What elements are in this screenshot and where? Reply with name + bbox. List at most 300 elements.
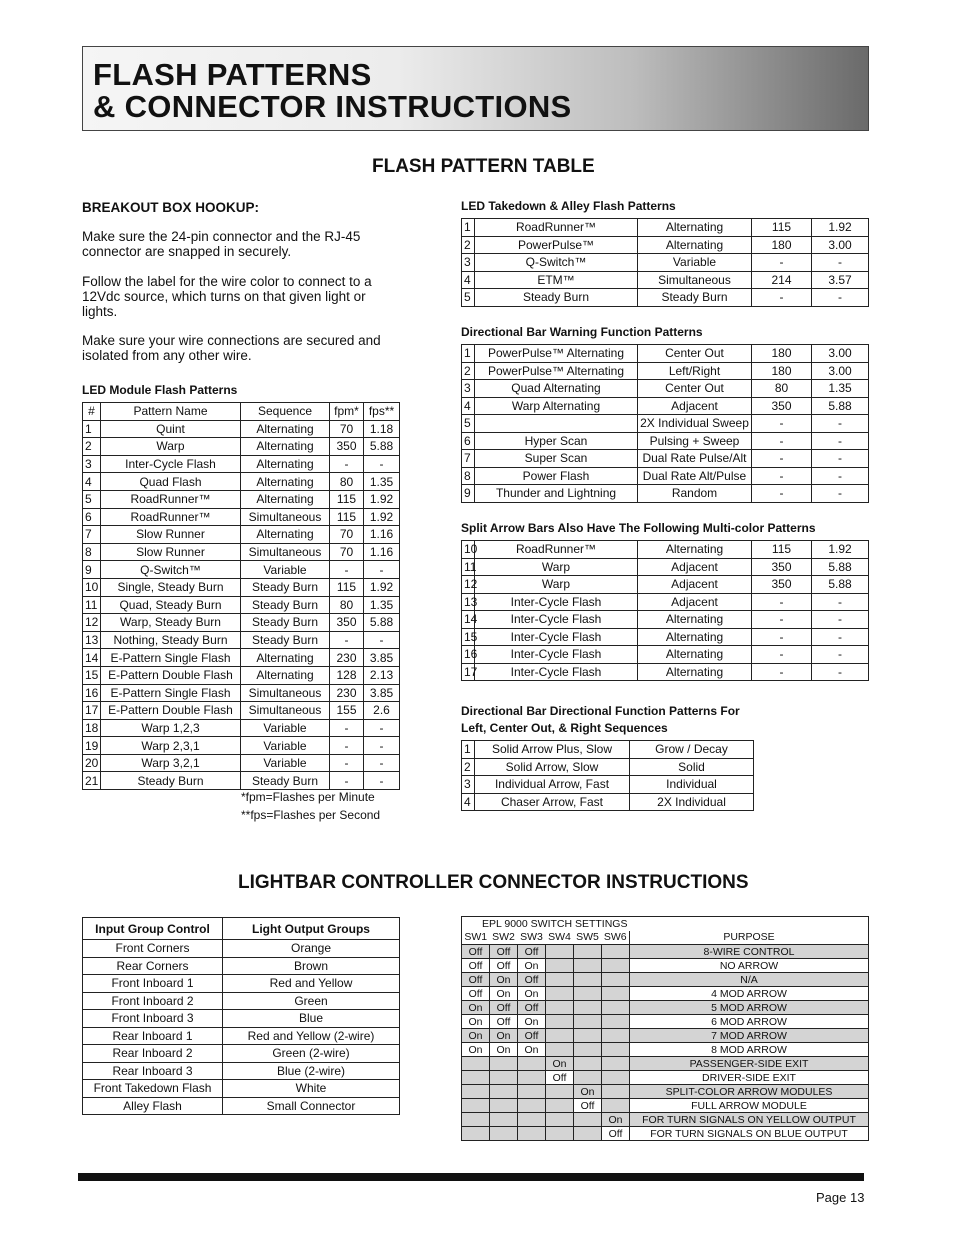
pattern-number: 2 <box>462 236 475 254</box>
switch-row <box>462 1113 869 1127</box>
pattern-fpm: 115 <box>330 490 364 508</box>
switch-value <box>574 959 602 973</box>
breakout-heading: BREAKOUT BOX HOOKUP: <box>82 200 260 215</box>
input-group: Rear Inboard 2 <box>83 1045 223 1063</box>
table-row <box>462 236 869 254</box>
table-row <box>83 578 400 596</box>
pattern-sequence: Center Out <box>638 380 752 398</box>
switch-value <box>546 1001 574 1015</box>
pattern-sequence: Alternating <box>638 611 752 629</box>
switch-value <box>546 987 574 1001</box>
pattern-fpm: - <box>752 467 812 485</box>
pattern-number: 7 <box>462 450 475 468</box>
pattern-fpm: 180 <box>752 236 812 254</box>
pattern-fpm: - <box>330 631 364 649</box>
pattern-fps: - <box>364 737 400 755</box>
switch-row <box>462 1043 869 1057</box>
pattern-fps: - <box>364 561 400 579</box>
table-row <box>462 415 869 433</box>
pattern-fpm: 350 <box>752 558 812 576</box>
takedown-table <box>461 218 869 307</box>
pattern-fpm: 115 <box>752 219 812 237</box>
switch-value <box>546 1113 574 1127</box>
table-row <box>83 702 400 720</box>
pattern-sequence: Alternating <box>241 473 330 491</box>
pattern-fps: 3.00 <box>812 345 869 363</box>
switch-header-2: SW3 <box>518 931 546 945</box>
pattern-name: Power Flash <box>475 467 638 485</box>
pattern-number: 19 <box>83 737 101 755</box>
pattern-fps: 1.18 <box>364 420 400 438</box>
directional-function-title-2: Left, Center Out, & Right Sequences <box>461 721 668 735</box>
output-group: Red and Yellow (2-wire) <box>223 1027 400 1045</box>
split-arrow-table-title: Split Arrow Bars Also Have The Following Multi-color Patterns <box>461 521 816 535</box>
switch-value <box>546 1043 574 1057</box>
pattern-sequence: Alternating <box>241 526 330 544</box>
table-row <box>83 957 400 975</box>
pattern-fpm: - <box>330 561 364 579</box>
pattern-number: 9 <box>83 561 101 579</box>
pattern-number: 9 <box>462 485 475 503</box>
table-row <box>462 663 869 681</box>
switch-row <box>462 1029 869 1043</box>
pattern-fpm: - <box>330 754 364 772</box>
switch-purpose: NO ARROW <box>630 959 869 973</box>
pattern-fpm: 180 <box>752 345 812 363</box>
pattern-name: Warp <box>475 576 638 594</box>
pattern-name: Inter-Cycle Flash <box>475 611 638 629</box>
pattern-sequence: Adjacent <box>638 397 752 415</box>
table-row <box>462 593 869 611</box>
switch-value <box>574 1127 602 1141</box>
pattern-fpm: 115 <box>752 541 812 559</box>
pattern-name: Q-Switch™ <box>475 254 638 272</box>
switch-row <box>462 973 869 987</box>
pattern-sequence: Alternating <box>241 438 330 456</box>
pattern-fpm: - <box>330 719 364 737</box>
pattern-fpm: - <box>752 289 812 307</box>
pattern-sequence: Dual Rate Alt/Pulse <box>638 467 752 485</box>
pattern-fps: 1.16 <box>364 526 400 544</box>
pattern-name: Warp <box>101 438 241 456</box>
table-row <box>83 975 400 993</box>
pattern-number: 5 <box>83 490 101 508</box>
pattern-fps: 5.88 <box>812 576 869 594</box>
pattern-sequence: Simultaneous <box>241 702 330 720</box>
pattern-number: 20 <box>83 754 101 772</box>
input-group: Front Corners <box>83 940 223 958</box>
pattern-fpm: 350 <box>752 576 812 594</box>
takedown-table-title: LED Takedown & Alley Flash Patterns <box>461 199 676 213</box>
switch-purpose: DRIVER-SIDE EXIT <box>630 1071 869 1085</box>
pattern-fps: - <box>812 628 869 646</box>
pattern-mode: Individual <box>630 776 754 794</box>
table-row <box>462 362 869 380</box>
switch-value <box>602 1057 630 1071</box>
table-row <box>462 271 869 289</box>
switch-value <box>490 1127 518 1141</box>
switch-value <box>602 1071 630 1085</box>
switch-value: Off <box>518 973 546 987</box>
switch-value: Off <box>602 1127 630 1141</box>
pattern-name: Hyper Scan <box>475 432 638 450</box>
pattern-name: RoadRunner™ <box>475 219 638 237</box>
switch-value <box>574 1015 602 1029</box>
table-row <box>462 432 869 450</box>
pattern-number: 12 <box>83 614 101 632</box>
pattern-fpm: 128 <box>330 666 364 684</box>
pattern-fpm: 180 <box>752 362 812 380</box>
pattern-fpm: - <box>752 628 812 646</box>
pattern-name: Thunder and Lightning <box>475 485 638 503</box>
table-row <box>83 1027 400 1045</box>
switch-value <box>490 1057 518 1071</box>
output-group: Green <box>223 992 400 1010</box>
switch-value <box>546 973 574 987</box>
switch-value <box>462 1085 490 1099</box>
pattern-sequence: Alternating <box>241 455 330 473</box>
switch-value: On <box>518 1043 546 1057</box>
switch-value <box>602 1099 630 1113</box>
pattern-sequence: Adjacent <box>638 558 752 576</box>
pattern-mode: 2X Individual <box>630 793 754 811</box>
pattern-name: Warp Alternating <box>475 397 638 415</box>
switch-value <box>602 1001 630 1015</box>
pattern-number: 14 <box>83 649 101 667</box>
led-module-table-title: LED Module Flash Patterns <box>82 383 238 397</box>
table-row <box>83 614 400 632</box>
pattern-name: Nothing, Steady Burn <box>101 631 241 649</box>
pattern-fps: 1.35 <box>364 473 400 491</box>
pattern-number: 10 <box>462 541 475 559</box>
pattern-fpm: - <box>752 646 812 664</box>
pattern-fpm: - <box>752 254 812 272</box>
table-row <box>462 345 869 363</box>
pattern-name <box>475 415 638 433</box>
pattern-name: Chaser Arrow, Fast <box>475 793 630 811</box>
switch-value <box>518 1071 546 1085</box>
switch-value <box>574 1071 602 1085</box>
pattern-fps: - <box>812 254 869 272</box>
controller-section-title: LIGHTBAR CONTROLLER CONNECTOR INSTRUCTIONS <box>238 872 749 893</box>
switch-value <box>518 1085 546 1099</box>
pattern-fpm: 350 <box>752 397 812 415</box>
fpm-footnote: *fpm=Flashes per Minute <box>241 790 375 804</box>
pattern-name: Steady Burn <box>475 289 638 307</box>
switch-value: Off <box>462 973 490 987</box>
pattern-number: 5 <box>462 415 475 433</box>
switch-row <box>462 1015 869 1029</box>
pattern-sequence: Simultaneous <box>241 508 330 526</box>
pattern-name: Super Scan <box>475 450 638 468</box>
pattern-fpm: - <box>752 663 812 681</box>
pattern-fpm: 80 <box>330 596 364 614</box>
pattern-sequence: Alternating <box>241 649 330 667</box>
switch-row <box>462 987 869 1001</box>
pattern-number: 3 <box>462 380 475 398</box>
pattern-sequence: Random <box>638 485 752 503</box>
pattern-number: 21 <box>83 772 101 790</box>
switch-purpose: N/A <box>630 973 869 987</box>
switch-value <box>602 945 630 959</box>
switch-row <box>462 1085 869 1099</box>
pattern-name: PowerPulse™ Alternating <box>475 362 638 380</box>
pattern-fpm: 70 <box>330 420 364 438</box>
table-row <box>83 543 400 561</box>
pattern-sequence: Variable <box>241 561 330 579</box>
switch-header-6: PURPOSE <box>630 931 869 945</box>
switch-value: On <box>462 1043 490 1057</box>
pattern-fps: 3.57 <box>812 271 869 289</box>
pattern-number: 13 <box>462 593 475 611</box>
table-row <box>83 508 400 526</box>
led-module-header-1: Pattern Name <box>101 403 241 421</box>
table-row <box>462 289 869 307</box>
pattern-name: Warp 3,2,1 <box>101 754 241 772</box>
directional-function-table <box>461 740 754 811</box>
pattern-number: 11 <box>83 596 101 614</box>
switch-value <box>602 973 630 987</box>
table-row <box>462 611 869 629</box>
switch-value <box>518 1127 546 1141</box>
pattern-name: Warp 1,2,3 <box>101 719 241 737</box>
pattern-fps: 2.13 <box>364 666 400 684</box>
switch-value <box>546 959 574 973</box>
pattern-number: 4 <box>83 473 101 491</box>
input-group: Front Inboard 1 <box>83 975 223 993</box>
table-row <box>462 576 869 594</box>
switch-value <box>546 1029 574 1043</box>
pattern-number: 17 <box>83 702 101 720</box>
switch-value: On <box>490 1043 518 1057</box>
pattern-fps: - <box>812 467 869 485</box>
switch-value <box>574 1029 602 1043</box>
switch-header-4: SW5 <box>574 931 602 945</box>
pattern-name: Warp 2,3,1 <box>101 737 241 755</box>
table-row <box>83 1062 400 1080</box>
table-row <box>462 793 754 811</box>
switch-value: On <box>518 959 546 973</box>
pattern-fpm: 214 <box>752 271 812 289</box>
table-row <box>462 485 869 503</box>
pattern-fps: 1.92 <box>364 508 400 526</box>
table-row <box>83 490 400 508</box>
pattern-number: 8 <box>83 543 101 561</box>
switch-value <box>518 1057 546 1071</box>
pattern-fpm: 70 <box>330 526 364 544</box>
switch-value <box>546 1099 574 1113</box>
pattern-fps: - <box>812 289 869 307</box>
pattern-sequence: Alternating <box>638 663 752 681</box>
switch-value <box>602 959 630 973</box>
pattern-name: Warp <box>475 558 638 576</box>
table-row <box>83 455 400 473</box>
table-row <box>462 467 869 485</box>
pattern-number: 1 <box>83 420 101 438</box>
switch-value <box>546 945 574 959</box>
pattern-name: Solid Arrow Plus, Slow <box>475 741 630 759</box>
table-row <box>83 473 400 491</box>
table-row <box>83 992 400 1010</box>
pattern-fpm: 80 <box>752 380 812 398</box>
switch-purpose: 8 MOD ARROW <box>630 1043 869 1057</box>
pattern-name: Quad, Steady Burn <box>101 596 241 614</box>
pattern-number: 5 <box>462 289 475 307</box>
pattern-number: 2 <box>83 438 101 456</box>
pattern-sequence: Alternating <box>241 490 330 508</box>
switch-purpose: SPLIT-COLOR ARROW MODULES <box>630 1085 869 1099</box>
input-group: Rear Inboard 1 <box>83 1027 223 1045</box>
pattern-number: 2 <box>462 362 475 380</box>
pattern-sequence: 2X Individual Sweep <box>638 415 752 433</box>
pattern-number: 17 <box>462 663 475 681</box>
table-row <box>83 1045 400 1063</box>
switch-value: Off <box>490 945 518 959</box>
switch-row <box>462 1127 869 1141</box>
pattern-name: ETM™ <box>475 271 638 289</box>
input-group: Front Inboard 3 <box>83 1010 223 1028</box>
table-row <box>83 1080 400 1098</box>
switch-value <box>546 1085 574 1099</box>
switch-value <box>602 1085 630 1099</box>
table-row <box>83 438 400 456</box>
pattern-fps: - <box>812 415 869 433</box>
switch-header-5: SW6 <box>602 931 630 945</box>
pattern-fpm: 350 <box>330 438 364 456</box>
fps-footnote: **fps=Flashes per Second <box>241 808 381 822</box>
switch-row <box>462 1057 869 1071</box>
pattern-name: Individual Arrow, Fast <box>475 776 630 794</box>
pattern-fpm: - <box>752 432 812 450</box>
pattern-sequence: Variable <box>241 737 330 755</box>
switch-row <box>462 1001 869 1015</box>
input-group: Alley Flash <box>83 1097 223 1115</box>
pattern-fps: 2.6 <box>364 702 400 720</box>
output-group: Red and Yellow <box>223 975 400 993</box>
led-module-header-4: fps** <box>364 403 400 421</box>
pattern-sequence: Dual Rate Pulse/Alt <box>638 450 752 468</box>
pattern-sequence: Steady Burn <box>241 596 330 614</box>
pattern-number: 18 <box>83 719 101 737</box>
pattern-fps: - <box>364 631 400 649</box>
switch-value: Off <box>574 1099 602 1113</box>
pattern-fps: 1.35 <box>364 596 400 614</box>
switch-value: On <box>490 987 518 1001</box>
pattern-fps: - <box>364 455 400 473</box>
pattern-fpm: 70 <box>330 543 364 561</box>
pattern-number: 7 <box>83 526 101 544</box>
pattern-name: Quint <box>101 420 241 438</box>
switch-header-0: SW1 <box>462 931 490 945</box>
pattern-sequence: Steady Burn <box>241 578 330 596</box>
pattern-number: 16 <box>462 646 475 664</box>
pattern-name: Single, Steady Burn <box>101 578 241 596</box>
switch-value: On <box>490 1029 518 1043</box>
pattern-fps: 1.16 <box>364 543 400 561</box>
pattern-fps: 1.35 <box>812 380 869 398</box>
pattern-sequence: Simultaneous <box>638 271 752 289</box>
pattern-fps: 3.85 <box>364 684 400 702</box>
table-row <box>83 1010 400 1028</box>
pattern-fps: 1.92 <box>364 490 400 508</box>
pattern-number: 13 <box>83 631 101 649</box>
breakout-paragraph-2: Follow the label for the wire color to connect to a 12Vdc source, which turns on that given light or lights. <box>82 274 372 319</box>
pattern-mode: Grow / Decay <box>630 741 754 759</box>
switch-value <box>490 1113 518 1127</box>
switch-value <box>602 987 630 1001</box>
output-group: Blue (2-wire) <box>223 1062 400 1080</box>
footer-rule <box>78 1173 864 1181</box>
table-row <box>462 380 869 398</box>
breakout-paragraph-1: Make sure the 24-pin connector and the RJ-45 connector are snapped in securely. <box>82 229 361 259</box>
switch-caption-row <box>462 917 869 931</box>
pattern-name: Inter-Cycle Flash <box>475 646 638 664</box>
pattern-number: 6 <box>83 508 101 526</box>
switch-value: Off <box>490 1015 518 1029</box>
switch-value: On <box>546 1057 574 1071</box>
pattern-fpm: - <box>752 415 812 433</box>
pattern-number: 1 <box>462 219 475 237</box>
pattern-name: E-Pattern Single Flash <box>101 684 241 702</box>
pattern-fpm: 230 <box>330 684 364 702</box>
table-row <box>83 596 400 614</box>
pattern-sequence: Steady Burn <box>241 772 330 790</box>
table-row <box>462 254 869 272</box>
pattern-sequence: Steady Burn <box>638 289 752 307</box>
switch-value: Off <box>462 959 490 973</box>
output-group: Brown <box>223 957 400 975</box>
pattern-sequence: Adjacent <box>638 576 752 594</box>
page-title-line2: & CONNECTOR INSTRUCTIONS <box>93 89 572 124</box>
pattern-fpm: 155 <box>330 702 364 720</box>
pattern-number: 14 <box>462 611 475 629</box>
switch-value: Off <box>546 1071 574 1085</box>
switch-value: Off <box>490 959 518 973</box>
switch-caption: EPL 9000 SWITCH SETTINGS <box>462 917 869 931</box>
switch-value <box>546 1015 574 1029</box>
controller-header-0: Input Group Control <box>83 918 223 940</box>
pattern-fpm: - <box>752 611 812 629</box>
directional-warning-table <box>461 344 869 503</box>
pattern-number: 6 <box>462 432 475 450</box>
pattern-name: Slow Runner <box>101 543 241 561</box>
pattern-sequence: Alternating <box>638 219 752 237</box>
table-row <box>83 940 400 958</box>
led-module-header-0: # <box>83 403 101 421</box>
switch-value <box>462 1057 490 1071</box>
switch-settings-table <box>461 916 869 1141</box>
pattern-sequence: Alternating <box>638 628 752 646</box>
switch-value <box>490 1099 518 1113</box>
pattern-number: 15 <box>83 666 101 684</box>
table-row <box>462 397 869 415</box>
table-row <box>462 776 754 794</box>
pattern-fps: 1.92 <box>364 578 400 596</box>
table-row <box>83 631 400 649</box>
pattern-name: PowerPulse™ Alternating <box>475 345 638 363</box>
pattern-fpm: - <box>752 485 812 503</box>
switch-value <box>490 1085 518 1099</box>
pattern-sequence: Alternating <box>241 666 330 684</box>
pattern-sequence: Simultaneous <box>241 684 330 702</box>
switch-value <box>462 1113 490 1127</box>
output-group: Orange <box>223 940 400 958</box>
switch-value: On <box>462 1001 490 1015</box>
pattern-number: 11 <box>462 558 475 576</box>
pattern-number: 1 <box>462 345 475 363</box>
switch-value: Off <box>462 987 490 1001</box>
pattern-sequence: Alternating <box>241 420 330 438</box>
